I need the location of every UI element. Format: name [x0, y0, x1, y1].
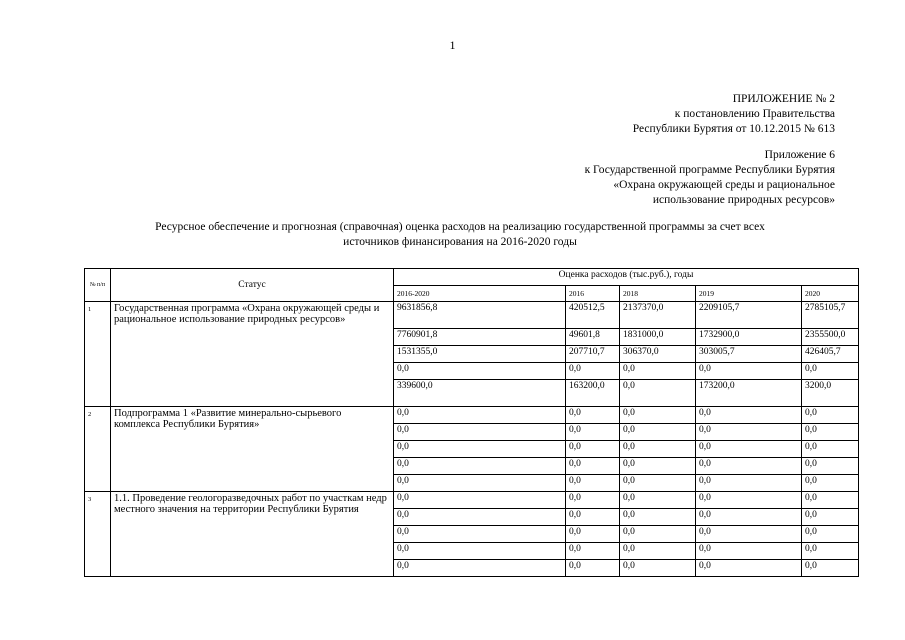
value-cell: 0,0: [394, 458, 566, 475]
value-cell: 0,0: [696, 475, 802, 492]
value-cell: 0,0: [566, 560, 620, 577]
column-header-year: 2019: [696, 286, 802, 302]
value-cell: 0,0: [566, 424, 620, 441]
value-cell: 0,0: [620, 458, 696, 475]
value-cell: 2209105,7: [696, 302, 802, 329]
value-cell: 163200,0: [566, 380, 620, 407]
column-header-status: Статус: [111, 269, 394, 302]
value-cell: 207710,7: [566, 346, 620, 363]
column-header-year: 2016: [566, 286, 620, 302]
value-cell: 0,0: [802, 407, 859, 424]
value-cell: 0,0: [394, 526, 566, 543]
appendix-2-line: к постановлению Правительства: [674, 108, 835, 120]
value-cell: 0,0: [394, 560, 566, 577]
value-cell: 0,0: [566, 407, 620, 424]
value-cell: 0,0: [696, 560, 802, 577]
value-cell: 0,0: [802, 492, 859, 509]
table-row: [85, 407, 859, 424]
value-cell: 0,0: [394, 475, 566, 492]
value-cell: 0,0: [802, 475, 859, 492]
value-cell: 0,0: [696, 407, 802, 424]
value-cell: 0,0: [696, 509, 802, 526]
value-cell: 0,0: [696, 458, 802, 475]
table-row: [85, 302, 859, 329]
value-cell: 1732900,0: [696, 329, 802, 346]
value-cell: 0,0: [394, 407, 566, 424]
value-cell: 339600,0: [394, 380, 566, 407]
value-cell: 9631856,8: [394, 302, 566, 329]
value-cell: 0,0: [620, 560, 696, 577]
value-cell: 0,0: [620, 509, 696, 526]
value-cell: 0,0: [620, 475, 696, 492]
value-cell: 0,0: [802, 363, 859, 380]
value-cell: 0,0: [394, 509, 566, 526]
table-row: [85, 492, 859, 509]
value-cell: 0,0: [620, 363, 696, 380]
value-cell: 0,0: [620, 441, 696, 458]
value-cell: 0,0: [802, 526, 859, 543]
value-cell: 0,0: [620, 492, 696, 509]
row-status: Государственная программа «Охрана окружающей среды и рациональное использование природных ресурсов»: [111, 302, 394, 407]
row-status: Подпрограмма 1 «Развитие минерально-сырьевого комплекса Республики Бурятия»: [111, 407, 394, 492]
value-cell: 1531355,0: [394, 346, 566, 363]
expenditure-table: [84, 268, 859, 577]
value-cell: 0,0: [566, 543, 620, 560]
document-title-line: источников финансирования на 2016-2020 годы: [343, 236, 577, 248]
table-header-row: [85, 269, 859, 286]
value-cell: 0,0: [696, 492, 802, 509]
value-cell: 1831000,0: [620, 329, 696, 346]
value-cell: 426405,7: [802, 346, 859, 363]
appendix-2-title: ПРИЛОЖЕНИЕ № 2: [732, 93, 835, 105]
value-cell: 2785105,7: [802, 302, 859, 329]
appendix-2-header: [633, 92, 835, 137]
value-cell: 0,0: [802, 509, 859, 526]
appendix-6-title: Приложение 6: [764, 149, 835, 161]
value-cell: 0,0: [696, 363, 802, 380]
value-cell: 0,0: [696, 424, 802, 441]
value-cell: 0,0: [566, 509, 620, 526]
page-number: 1: [449, 38, 456, 52]
value-cell: 0,0: [620, 543, 696, 560]
value-cell: 7760901,8: [394, 329, 566, 346]
value-cell: 306370,0: [620, 346, 696, 363]
value-cell: 0,0: [566, 492, 620, 509]
row-number: 2: [85, 407, 111, 492]
value-cell: 0,0: [802, 458, 859, 475]
value-cell: 0,0: [620, 407, 696, 424]
value-cell: 0,0: [802, 560, 859, 577]
appendix-6-line: «Охрана окружающей среды и рациональное: [613, 179, 835, 191]
row-number: 1: [85, 302, 111, 407]
value-cell: 0,0: [802, 424, 859, 441]
value-cell: 2355500,0: [802, 329, 859, 346]
value-cell: 0,0: [394, 363, 566, 380]
column-header-year: 2016-2020: [394, 286, 566, 302]
column-header-year: 2020: [802, 286, 859, 302]
document-title: [110, 220, 810, 250]
value-cell: 0,0: [696, 441, 802, 458]
value-cell: 0,0: [802, 543, 859, 560]
value-cell: 0,0: [394, 543, 566, 560]
value-cell: 0,0: [394, 492, 566, 509]
value-cell: 0,0: [566, 363, 620, 380]
value-cell: 0,0: [696, 543, 802, 560]
appendix-6-header: [585, 148, 835, 208]
value-cell: 0,0: [620, 424, 696, 441]
value-cell: 0,0: [394, 441, 566, 458]
value-cell: 303005,7: [696, 346, 802, 363]
value-cell: 0,0: [394, 424, 566, 441]
value-cell: 0,0: [620, 526, 696, 543]
appendix-6-line: использование природных ресурсов»: [652, 194, 835, 206]
table-body: [85, 269, 859, 577]
value-cell: 0,0: [802, 441, 859, 458]
column-header-number: № п/п: [85, 269, 111, 302]
value-cell: 0,0: [566, 441, 620, 458]
value-cell: 2137370,0: [620, 302, 696, 329]
appendix-2-line: Республики Бурятия от 10.12.2015 № 613: [632, 123, 835, 135]
value-cell: 0,0: [566, 475, 620, 492]
value-cell: 0,0: [620, 380, 696, 407]
row-number: 3: [85, 492, 111, 577]
column-header-year: 2018: [620, 286, 696, 302]
row-status: 1.1. Проведение геологоразведочных работ по участкам недр местного значения на территории Республики Бурятия: [111, 492, 394, 577]
value-cell: 0,0: [566, 458, 620, 475]
value-cell: 420512,5: [566, 302, 620, 329]
appendix-6-line: к Государственной программе Республики Бурятия: [584, 164, 835, 176]
value-cell: 3200,0: [802, 380, 859, 407]
document-title-line: Ресурсное обеспечение и прогнозная (справочная) оценка расходов на реализацию государственной программы за счет всех: [155, 221, 765, 233]
value-cell: 173200,0: [696, 380, 802, 407]
value-cell: 0,0: [566, 526, 620, 543]
value-cell: 49601,8: [566, 329, 620, 346]
value-cell: 0,0: [696, 526, 802, 543]
column-header-estimate: Оценка расходов (тыс.руб.), годы: [394, 269, 859, 286]
